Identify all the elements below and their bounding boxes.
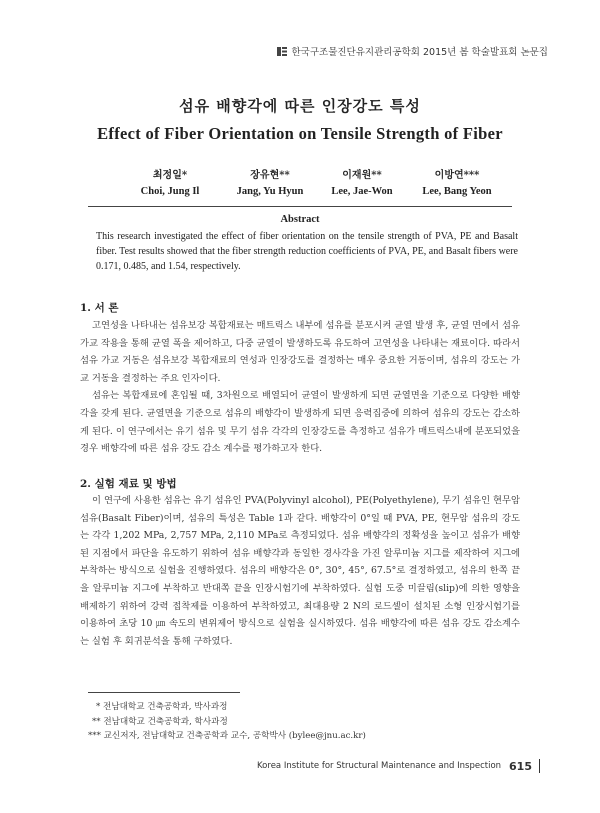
author-3 — [312, 166, 412, 197]
footnote-divider — [88, 692, 240, 693]
footnote: *** 교신저자, 전남대학교 건축공학과 교수, 공학박사 (bylee@jnu.ac.kr) — [88, 731, 366, 741]
section-2-body — [80, 492, 520, 650]
footnote: * 전남대학교 건축공학과, 박사과정 — [96, 702, 228, 712]
author-name-en: Choi, Jung Il — [140, 186, 200, 197]
page-divider — [539, 759, 540, 773]
title-korean: 섬유 배향각에 따른 인장강도 특성 — [179, 97, 421, 115]
author-1 — [128, 166, 212, 197]
title-divider — [88, 206, 512, 207]
footnotes — [88, 700, 366, 744]
section-1-heading: 1. 서 론 — [80, 302, 119, 314]
paragraph: 이 연구에 사용한 섬유는 유기 섬유인 PVA(Polyvinyl alcohol), PE(Polyethylene), 무기 섬유인 현무암 섬유(Basalt Fiber)이며, 섬유의 특성은 Table 1과 같다. 배향각이 0°일 때 PVA, PE, 현무암 섬유의 강도는 각각 1,202 MPa, 2,757 MPa, 2,110 MPa로 측정되었다. 섬유 배향각의 정확성을 높이고 섬유가 배향된 지점에서 파단을 유도하기 위하여 섬유 배향각과 동일한 경사각을 가진 알루미늄 지그를 제작하여 지그에 부착하는 방식으로 실험을 진행하였다. 섬유의 배향각은 0°, 30°, 45°, 67.5°로 결정하였고, 섬유의 한쪽 끝을 알루미늄 지그에 부착하고 반대쪽 끝을 인장시험기에 부착하였다. 실험 도중 미끌림(slip)에 의한 영향을 배제하기 위하여 강력 접착제를 이용하여 부착하였고, 최대용량 2 N의 로드셀이 설치된 소형 인장시험기를 이용하여 초당 10 ㎛ 속도의 변위제어 방식으로 실험을 실시하였다. 섬유 배향각에 따른 섬유 강도 감소계수는 실험 후 회귀분석을 통해 구하였다. — [80, 495, 520, 647]
journal-header — [277, 44, 548, 58]
page-footer — [257, 759, 540, 773]
author-name-ko: 장유현** — [250, 170, 290, 181]
author-name-ko: 이재원** — [342, 170, 382, 181]
footnote: ** 전남대학교 건축공학과, 학사과정 — [92, 716, 228, 727]
abstract-body: This research investigated the effect of fiber orientation on the tensile strength of PVA, PE and Basalt fiber. Test results showed that the fiber strength reduction coefficients of PVA, PE, and Basalt fibers were 0.171, 0.485, and 1.54, respectively. — [96, 231, 518, 272]
section-1-body — [80, 317, 520, 458]
title-english: Effect of Fiber Orientation on Tensile Strength of Fiber — [97, 124, 503, 143]
document-icon — [277, 47, 287, 56]
abstract-heading: Abstract — [280, 214, 320, 225]
author-2 — [220, 166, 320, 197]
author-name-en: Lee, Jae-Won — [331, 186, 393, 197]
journal-header-text: 한국구조물진단유지관리공학회 2015년 봄 학술발표회 논문집 — [291, 47, 548, 58]
author-4 — [404, 166, 510, 197]
paragraph: 고연성을 나타내는 섬유보강 복합재료는 매트릭스 내부에 섬유를 분포시켜 균열 발생 후, 균열 면에서 섬유 가교 작용을 통해 균열 폭을 제어하고, 다중 균열이 발생하도록 유도하여 고연성을 나타내는 재료이다. 따라서 섬유 가교 거동은 섬유보강 복합재료의 연성과 인장강도를 결정하는 매우 중요한 거동이며, 섬유의 강도는 가교 거동을 결정하는 주요 인자이다. — [80, 320, 520, 384]
author-name-ko: 최정일* — [152, 170, 188, 181]
author-name-en: Jang, Yu Hyun — [236, 186, 304, 197]
paragraph: 섬유는 복합재료에 혼입될 때, 3차원으로 배열되어 균열이 발생하게 되면 균열면을 기준으로 다양한 배향각을 갖게 된다. 균열면을 기준으로 섬유의 배향각이 발생하게 되면 응력집중에 의하여 섬유의 강도는 감소하게 된다. 이 연구에서는 유기 섬유 및 무기 섬유 각각의 인장강도를 측정하고 섬유가 매트릭스내에 분포되었을 경우 배향각에 따른 섬유 강도 감소 계수를 평가하고자 한다. — [80, 390, 520, 455]
section-2-heading: 2. 실험 재료 및 방법 — [80, 478, 177, 490]
author-name-en: Lee, Bang Yeon — [422, 186, 492, 197]
author-name-ko: 이방연*** — [434, 170, 480, 181]
page-number: 615 — [509, 759, 532, 773]
footer-text: Korea Institute for Structural Maintenance and Inspection — [257, 761, 502, 771]
